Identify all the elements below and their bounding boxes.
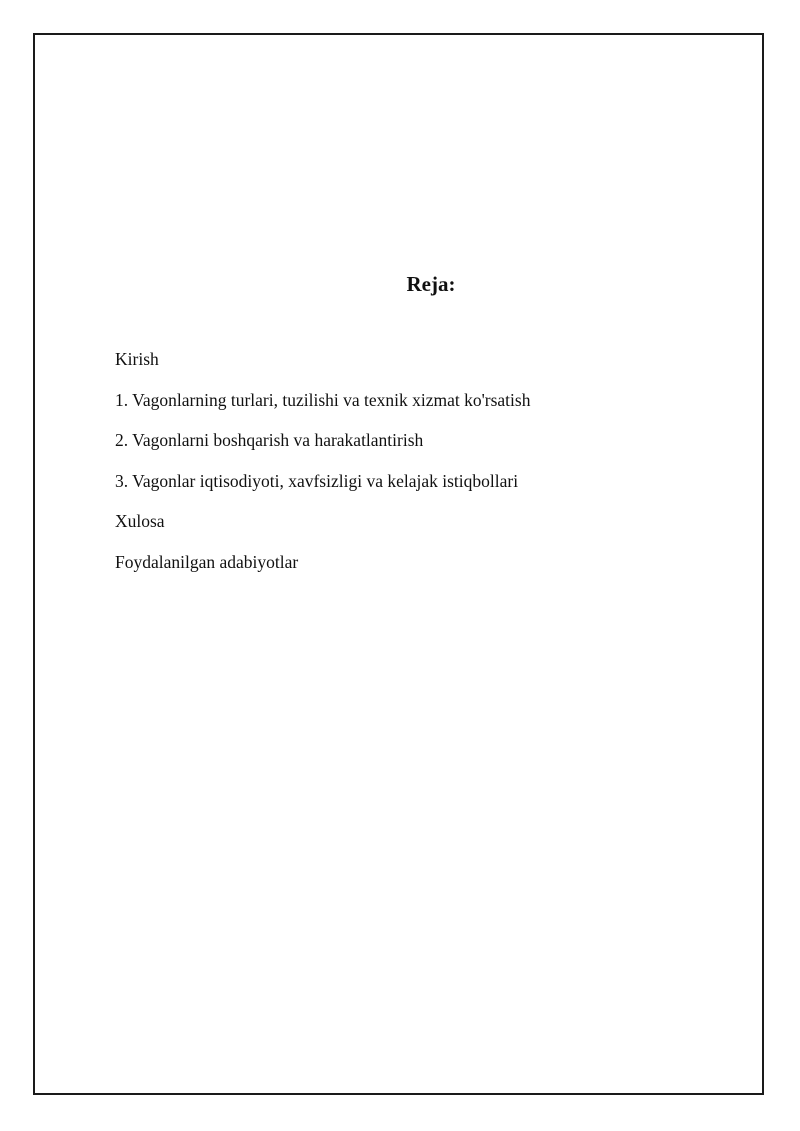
toc-item-conclusion: Xulosa	[115, 511, 165, 531]
toc-item-references: Foydalanilgan adabiyotlar	[115, 551, 299, 572]
toc-item-2: 2. Vagonlarni boshqarish va harakatlantirish	[115, 430, 424, 450]
table-of-contents	[115, 349, 530, 592]
toc-item-3: 3. Vagonlar iqtisodiyoti, xavfsizligi va kelajak istiqbollari	[115, 470, 519, 491]
page-title: Reja:	[406, 272, 456, 296]
toc-item-1: 1. Vagonlarning turlari, tuzilishi va texnik xizmat ko'rsatish	[115, 389, 531, 410]
toc-item-introduction: Kirish	[115, 349, 159, 369]
